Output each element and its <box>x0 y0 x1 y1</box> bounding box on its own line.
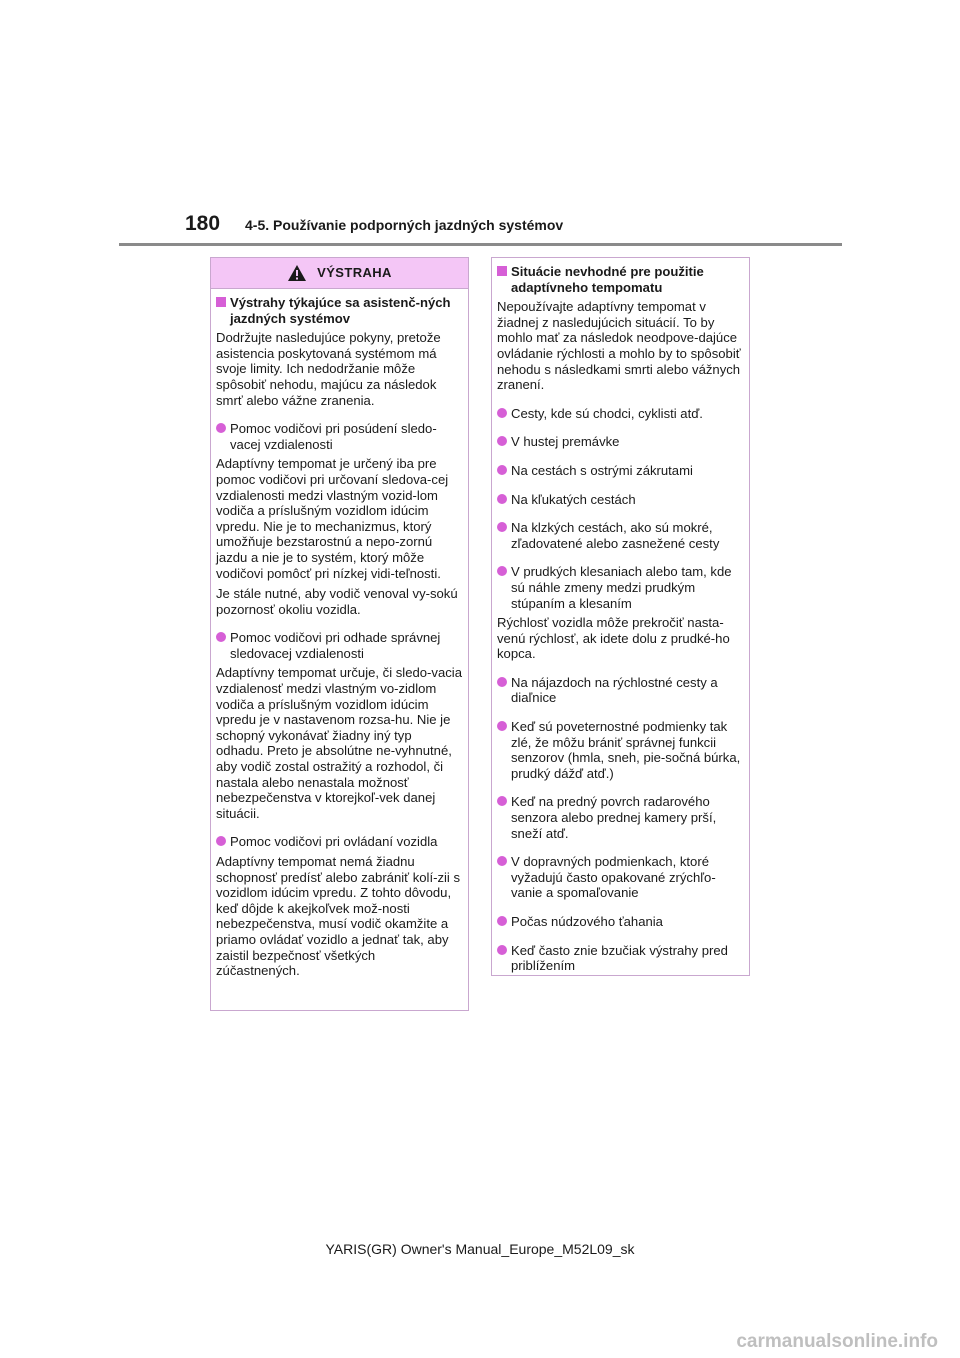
round-bullet-icon <box>497 465 507 475</box>
bullet-paragraph: Rýchlosť vozidla môže prekročiť nasta-venú rýchlosť, ak idete dolu z prudké-ho kopca. <box>497 615 730 662</box>
footer-manual-id: YARIS(GR) Owner's Manual_Europe_M52L09_sk <box>325 1241 635 1257</box>
round-bullet-icon <box>497 945 507 955</box>
warning-header <box>211 258 468 289</box>
round-bullet-icon <box>497 494 507 504</box>
warning-box <box>210 257 469 1011</box>
square-bullet-icon <box>216 297 226 307</box>
warning-content <box>211 289 468 979</box>
watermark: carmanualsonline.info <box>736 1331 938 1352</box>
bullet-item <box>497 943 743 974</box>
warning-title: VÝSTRAHA <box>317 265 392 281</box>
bullet-item <box>216 834 462 850</box>
square-bullet-icon <box>497 266 507 276</box>
warning-triangle-icon <box>287 264 307 282</box>
bullet-item <box>497 463 743 479</box>
round-bullet-icon <box>497 856 507 866</box>
section-intro: Nepoužívajte adaptívny tempomat v žiadnej z nasledujúcich situácií. To by mohlo mať za následok neodpove-dajúce ovládanie rýchlosti a mohlo by to spôsobiť nehodu s následkami smrti alebo vážnych zranení. <box>497 299 741 393</box>
bullet-text: V dopravných podmienkach, ktoré vyžadujú často opakované zrýchľo-vanie a spomaľovanie <box>511 854 716 901</box>
bullet-text: Na cestách s ostrými zákrutami <box>511 462 693 478</box>
bullet-text: Keď sú poveternostné podmienky tak zlé, že môžu brániť správnej funkcii senzorov (hmla, sneh, pie-sočná búrka, prudký dážď atď.) <box>511 719 741 781</box>
chapter-title: 4-5. Používanie podporných jazdných systémov <box>245 217 564 233</box>
round-bullet-icon <box>497 916 507 926</box>
bullet-text: Na klzkých cestách, ako sú mokré, zľadovatené alebo zasnežené cesty <box>511 520 720 551</box>
section-title: Situácie nevhodné pre použitie adaptívneho tempomatu <box>511 264 704 295</box>
bullet-text: Pomoc vodičovi pri ovládaní vozidla <box>230 834 438 850</box>
bullet-item <box>216 630 462 661</box>
warning-items <box>216 421 462 979</box>
situations-items <box>497 406 743 974</box>
bullet-text: Cesty, kde sú chodci, cyklisti atď. <box>511 405 703 421</box>
round-bullet-icon <box>216 423 226 433</box>
bullet-text: V prudkých klesaniach alebo tam, kde sú náhle zmeny medzi prudkým stúpaním a klesaním <box>511 564 732 611</box>
bullet-item <box>497 492 743 508</box>
bullet-item <box>497 564 743 611</box>
bullet-text: Keď na predný povrch radarového senzora alebo prednej kamery prší, sneží atď. <box>511 794 717 841</box>
bullet-paragraph: Adaptívny tempomat je určený iba pre pomoc vodičovi pri určovaní sledova-cej vzdialenosti medzi vlastným vozid-lom vodiča a príslušným vozidlom idúcim vpredu. Nie je to mechanizmus, ktorý umožňuje bezstarostnú a nepo-zornú jazdu a nie je to systém, ktorý môže vodičovi pomôcť pri nízkej vidi-teľnosti. <box>216 456 449 581</box>
bullet-item <box>216 421 462 452</box>
bullet-text: Počas núdzového ťahania <box>511 914 663 929</box>
bullet-paragraph: Je stále nutné, aby vodič venoval vy-sokú pozornosť okoliu vozidla. <box>216 586 458 617</box>
round-bullet-icon <box>497 796 507 806</box>
bullet-item <box>497 854 743 901</box>
bullet-item <box>497 675 743 706</box>
bullet-text: Na nájazdoch na rýchlostné cesty a diaľnice <box>511 674 718 706</box>
bullet-paragraph: Adaptívny tempomat určuje, či sledo-vacia vzdialenosť medzi vlastným vo-zidlom vodiča a príslušným vozidlom idúcim vpredu je v nastavenom rozsa-hu. Nie je schopný vykonávať žiadny iný typ odhadu. Preto je absolútne ne-vyhnutné, aby vodič zostal ostražitý a rozhodol, či nastala alebo nenastala možnosť nebezpečenstva v ktorejkoľ-vek danej situácii. <box>216 665 462 821</box>
page-number: 180 <box>185 212 221 235</box>
bullet-item <box>497 719 743 781</box>
bullet-item <box>497 914 743 930</box>
section-title: Výstrahy týkajúce sa asistenč-ných jazdných systémov <box>230 295 451 326</box>
situations-box <box>491 257 750 976</box>
header-rule <box>119 243 842 246</box>
bullet-item <box>497 434 743 450</box>
section-intro: Dodržujte nasledujúce pokyny, pretože asistencia poskytovaná systémom má svoje limity. Ich nedodržanie môže spôsobiť nehodu, majúcu za následok smrť alebo vážne zranenia. <box>216 330 441 408</box>
bullet-paragraph: Adaptívny tempomat nemá žiadnu schopnosť predísť alebo zabrániť kolí-zii s vozidlom idúcim vpredu. Z tohto dôvodu, keď dôjde k akejkoľvek mož-nosti nebezpečenstva, musí vodič okamžite a priamo ovládať vozidlo a jednať tak, aby zaistil bezpečnosť všetkých zúčastnených. <box>216 854 460 979</box>
round-bullet-icon <box>216 632 226 642</box>
bullet-item <box>497 406 743 422</box>
bullet-item <box>497 520 743 551</box>
situations-content <box>492 258 749 974</box>
round-bullet-icon <box>497 436 507 446</box>
round-bullet-icon <box>497 522 507 532</box>
section-heading <box>216 295 462 326</box>
bullet-text: Pomoc vodičovi pri posúdení sledo-vacej vzdialenosti <box>230 421 437 452</box>
bullet-item <box>497 794 743 841</box>
bullet-text: Na kľukatých cestách <box>511 491 636 507</box>
round-bullet-icon <box>497 677 507 687</box>
bullet-text: Pomoc vodičovi pri odhade správnej sledovacej vzdialenosti <box>230 630 441 661</box>
round-bullet-icon <box>497 566 507 576</box>
round-bullet-icon <box>216 836 226 846</box>
round-bullet-icon <box>497 408 507 418</box>
section-heading <box>497 264 743 295</box>
round-bullet-icon <box>497 721 507 731</box>
bullet-text: Keď často znie bzučiak výstrahy pred priblížením <box>511 942 728 974</box>
bullet-text: V hustej premávke <box>511 434 620 450</box>
